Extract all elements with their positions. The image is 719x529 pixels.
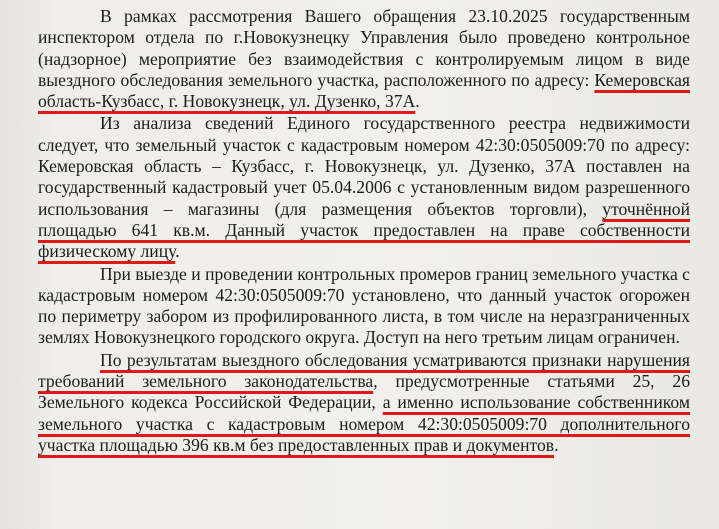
text-run: .	[175, 241, 180, 262]
paragraph-request	[38, 6, 690, 112]
highlighted-address: Кемеровская область-Кузбасс, г. Новокузнецк, ул. Дузенко, 37А	[38, 69, 690, 112]
highlighted-violation: По результатам выездного обследования усматриваются признаки нарушения требований земельного законодательства	[38, 349, 690, 392]
highlighted-extra-plot: а именно использование собственником земельного участка с кадастровым номером 42:30:0505009:70 дополнительного участка площадью 396 кв.м без предоставленных прав и документов	[38, 392, 691, 455]
text-run: .	[415, 91, 420, 112]
text-run: В рамках рассмотрения Вашего обращения 23.10.2025 государственным инспектором отдела по г.Новокузнецку Управления было проведено контрольное (надзорное) мероприятие без взаимодействия с контролируемым лицом в виде выездного обследования земельного участка, расположенного по адресу:	[38, 6, 690, 90]
text-run: , предусмотренные статьями 25, 26 Земельного кодекса Российской Федерации,	[38, 371, 690, 413]
highlighted-area-ownership: уточнённой площадью 641 кв.м. Данный участок предоставлен на праве собственности физическому лицу	[38, 198, 690, 262]
paragraph-inspection	[38, 264, 690, 349]
paragraph-registry	[38, 113, 690, 262]
text-run: При выезде и проведении контрольных промеров границ земельного участка с кадастровым номером 42:30:0505009:70 установлено, что данный участок огорожен по периметру забором из профилированного листа, в том числе на неразграниченных землях Новокузнецкого городского округа. Доступ на него третьим лицам ограничен.	[38, 263, 690, 348]
text-run: Из анализа сведений Единого государственного реестра недвижимости следует, что земельный участок с кадастровым номером 42:30:0505009:70 по адресу: Кемеровская область – Кузбасс, г. Новокузнецк, ул. Дузенко, 37А поставлен на государственный кадастровый учет 05.04.2006 с установленным видом разрешенного использования – магазины (для размещения объектов торговли),	[38, 113, 690, 219]
letter-body	[38, 6, 690, 456]
text-run: .	[554, 434, 559, 455]
paragraph-conclusion	[38, 350, 690, 456]
